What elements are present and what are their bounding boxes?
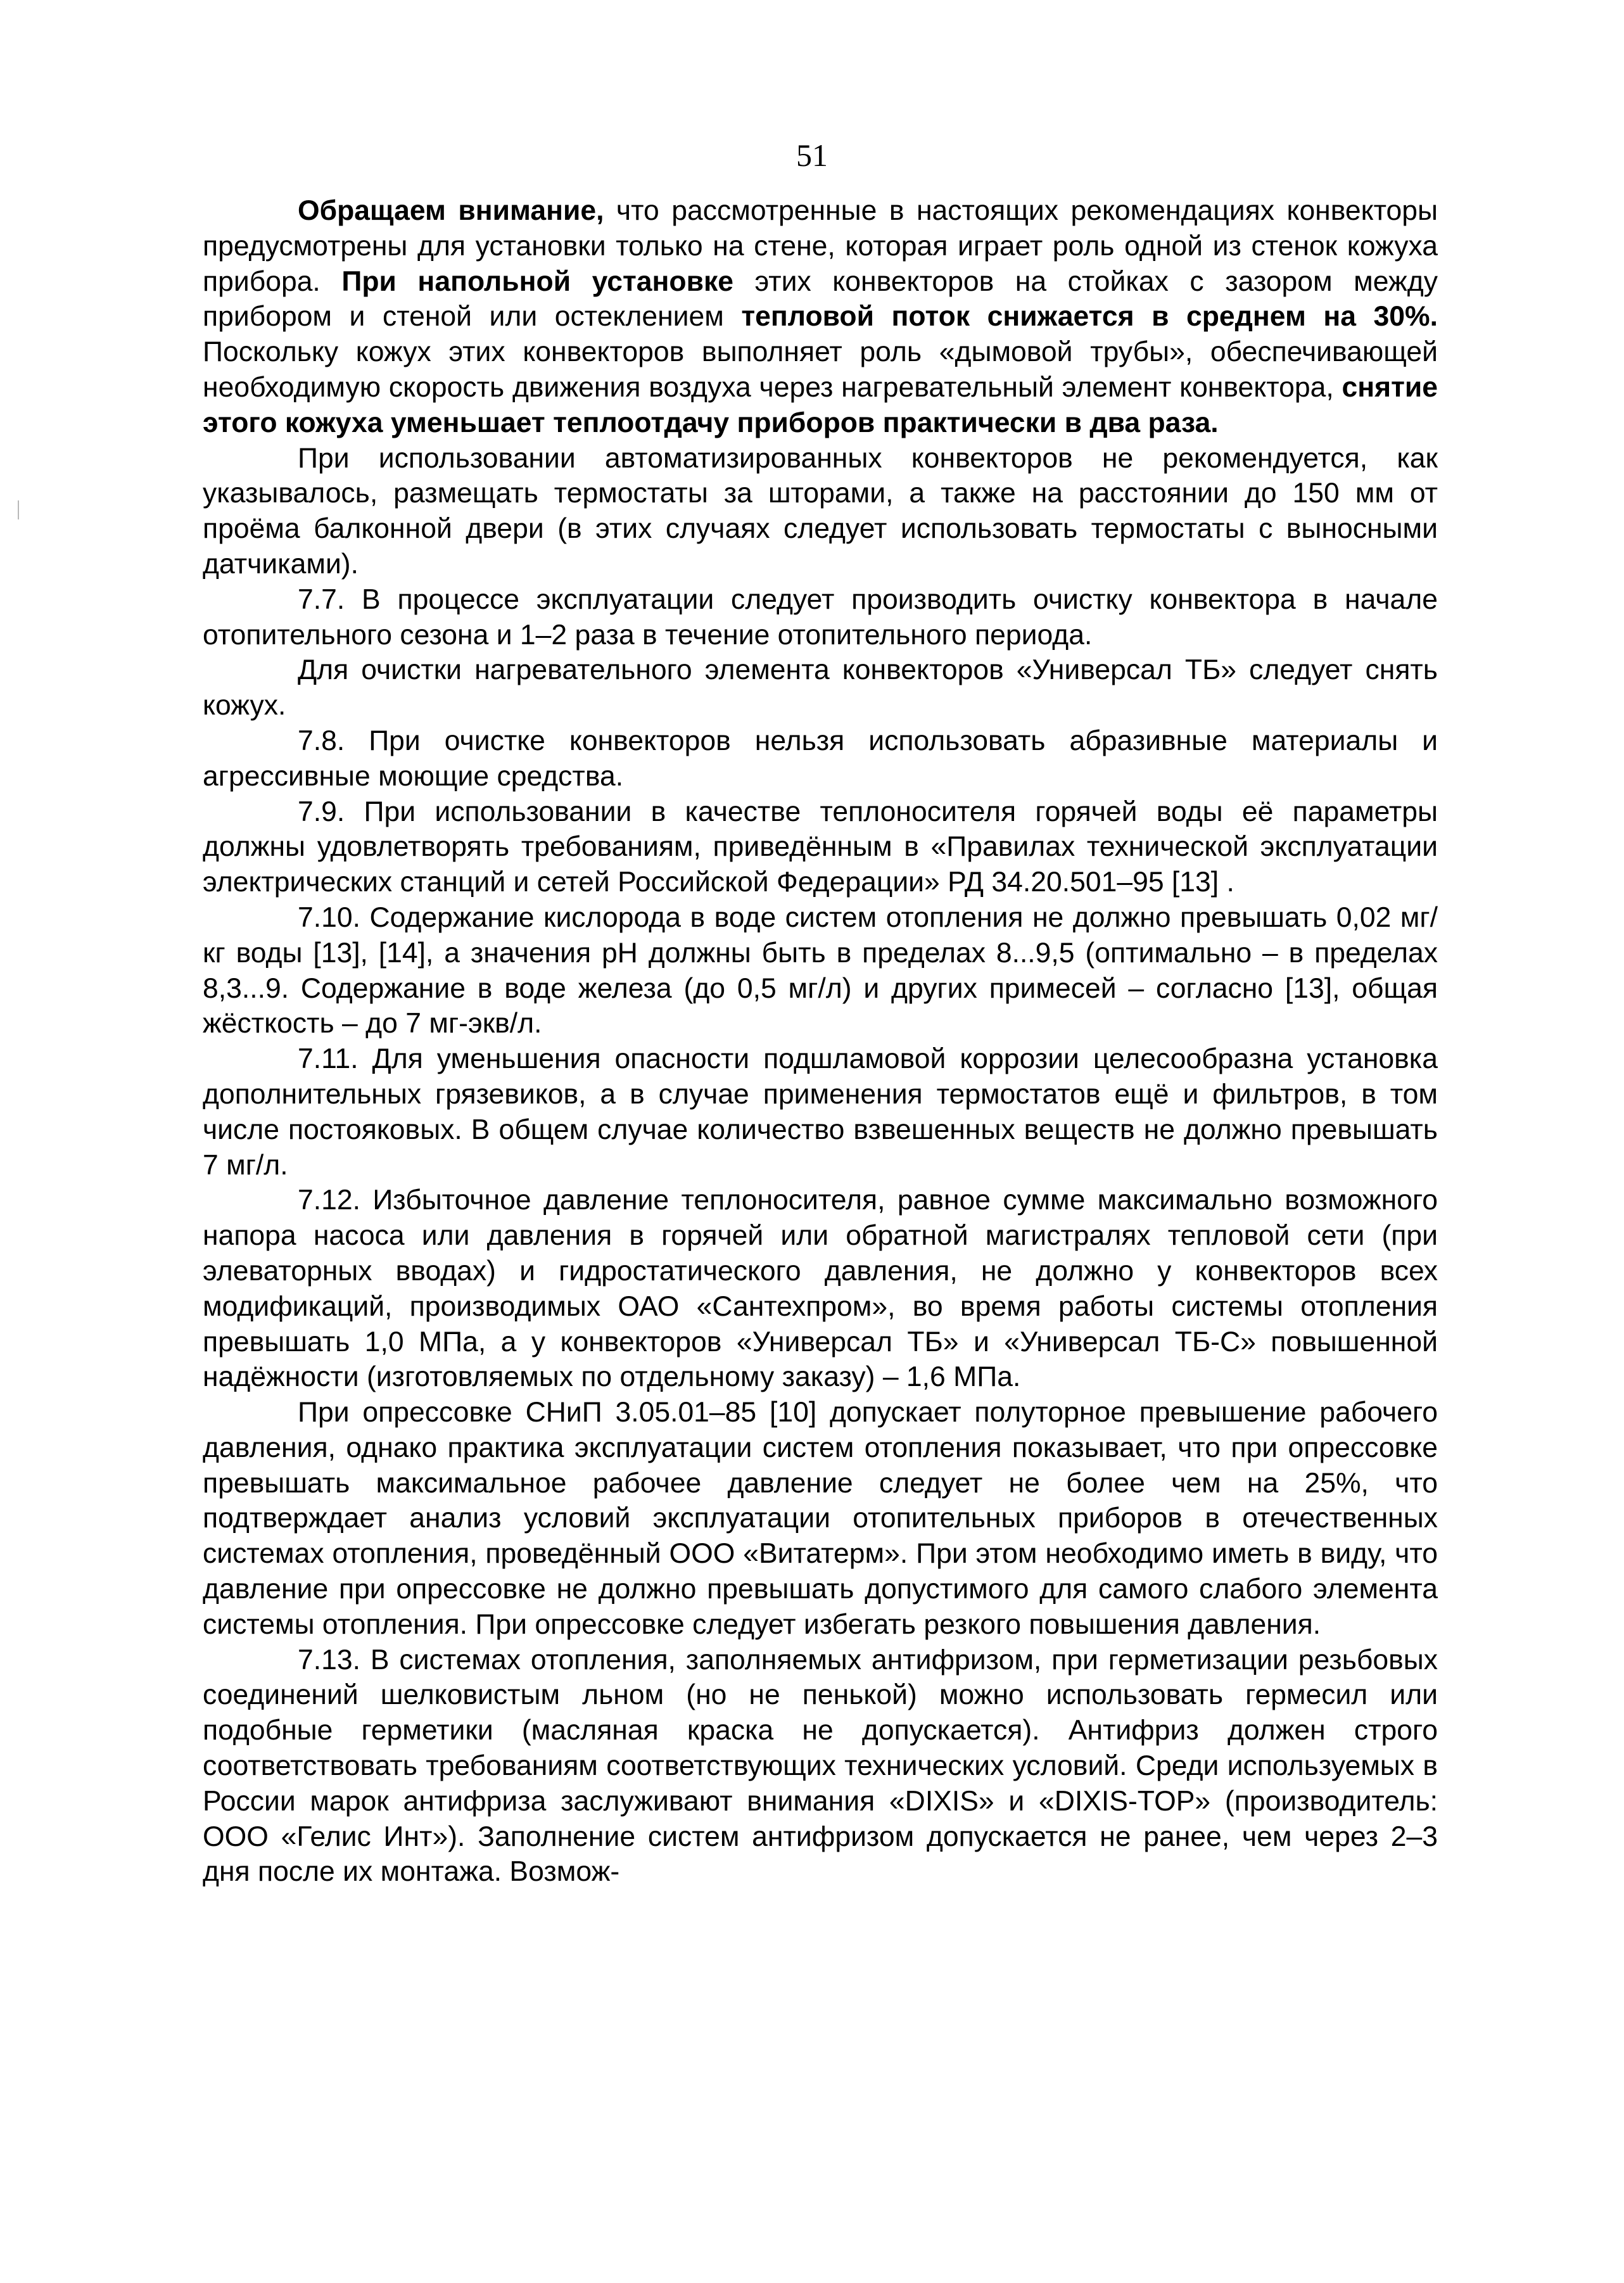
bold-text: тепловой поток снижается в среднем на 30%. [741,301,1438,333]
text-segment: 7.10. Содержание кислорода в воде систем отопления не должно превышать 0,02 мг/кг воды [13], [14], а значения рН должны быть в пределах 8...9,5 (оптимально – в пределах 8,3...9. Содержание в воде железа (до 0,5 мг/л) и других примесей – согласно [13], общая жёсткость – до 7 мг-экв/л. [203,901,1438,1040]
text-segment: этих конвекторов на стойках с зазором между прибором и стеной или остеклением [203,265,1438,333]
paragraph [203,441,1438,582]
text-segment: 7.12. Избыточное давление теплоносителя, равное сумме максимально возможного напора насоса или давления в горячей или обратной магистралях тепловой сети (при элеваторных вводах) и гидростатического давления, не должно у конвекторов всех модификаций, производимых ОАО «Сантехпром», во время работы системы отопления превышать 1,0 МПа, а у конвекторов «Универсал ТБ» и «Универсал ТБ-С» повышенной надёжности (изготовляемых по отдельному заказу) – 1,6 МПа. [203,1185,1438,1393]
scan-stray-mark [18,500,19,519]
text-segment: что рассмотренные в настоящих рекомендациях конвекторы предусмотрены для установки только на стене, которая играет роль одной из стенок кожуха прибора. [203,195,1438,297]
text-segment: При опрессовке СНиП 3.05.01–85 [10] допускает полуторное превышение рабочего давления, однако практика эксплуатации систем отопления показывает, что при опрессовке превышать максимальное рабочее давление следует не более чем на 25%, что подтверждает анализ условий эксплуатации отопительных приборов в отечественных системах отопления, проведённый ООО «Витатерм». При этом необходимо иметь в виду, что давление при опрессовке не должно превышать допустимого для самого слабого элемента системы отопления. При опрессовке следует избегать резкого повышения давления. [203,1397,1438,1640]
text-segment: 7.13. В системах отопления, заполняемых антифризом, при герметизации резьбовых соединений шелковистым льном (но не пенькой) можно использовать гермесил или подобные герметики (масляная краска не допускается). Антифриз должен строго соответствовать требованиям соответствующих технических условий. Среди используемых в России марок антифриза заслуживают внимания «DIXIS» и «DIXIS-TOP» (производитель: ООО «Гелис Инт»). Заполнение систем антифризом допускается не ранее, чем через 2–3 дня после их монтажа. Возмож- [203,1644,1438,1888]
page-number: 51 [796,137,828,173]
paragraph [203,1041,1438,1183]
text-segment: При использовании автоматизированных конвекторов не рекомендуется, как указывалось, размещать термостаты за шторами, а также на расстоянии до 150 мм от проёма балконной двери (в этих случаях следует использовать термостаты с выносными датчиками). [203,442,1438,580]
paragraph [203,723,1438,794]
paragraph [203,900,1438,1041]
paragraph [203,193,1438,441]
text-segment: Поскольку кожух этих конвекторов выполняет роль «дымовой трубы», обеспечивающей необходимую скорость движения воздуха через нагревательный элемент конвектора, [203,336,1438,403]
paragraph [203,794,1438,900]
text-segment: Для очистки нагревательного элемента конвекторов «Универсал ТБ» следует снять кожух. [203,654,1438,722]
text-segment: 7.7. В процессе эксплуатации следует производить очистку конвектора в начале отопительного сезона и 1–2 раза в течение отопительного периода. [203,583,1438,651]
text-segment: 7.11. Для уменьшения опасности подшламовой коррозии целесообразна установка дополнительных грязевиков, а в случае применения термостатов ещё и фильтров, в том числе постояковых. В общем случае количество взвешенных веществ не должно превышать 7 мг/л. [203,1043,1438,1181]
bold-text: снятие этого кожуха уменьшает теплоотдачу приборов практически в два раза. [203,371,1438,438]
paragraph [203,582,1438,653]
bold-text: Обращаем внимание, [298,195,604,226]
text-segment: 7.8. При очистке конвекторов нельзя использовать абразивные материалы и агрессивные моющие средства. [203,725,1438,792]
paragraph [203,652,1438,723]
bold-text: При напольной установке [341,265,733,297]
paragraph [203,1183,1438,1395]
paragraph [203,1643,1438,1890]
text-segment: 7.9. При использовании в качестве теплоносителя горячей воды её параметры должны удовлетворять требованиям, приведённым в «Правилах технической эксплуатации электрических станций и сетей Российской Федерации» РД 34.20.501–95 [13] . [203,796,1438,898]
paragraph [203,1395,1438,1643]
text-column [203,193,1438,1890]
